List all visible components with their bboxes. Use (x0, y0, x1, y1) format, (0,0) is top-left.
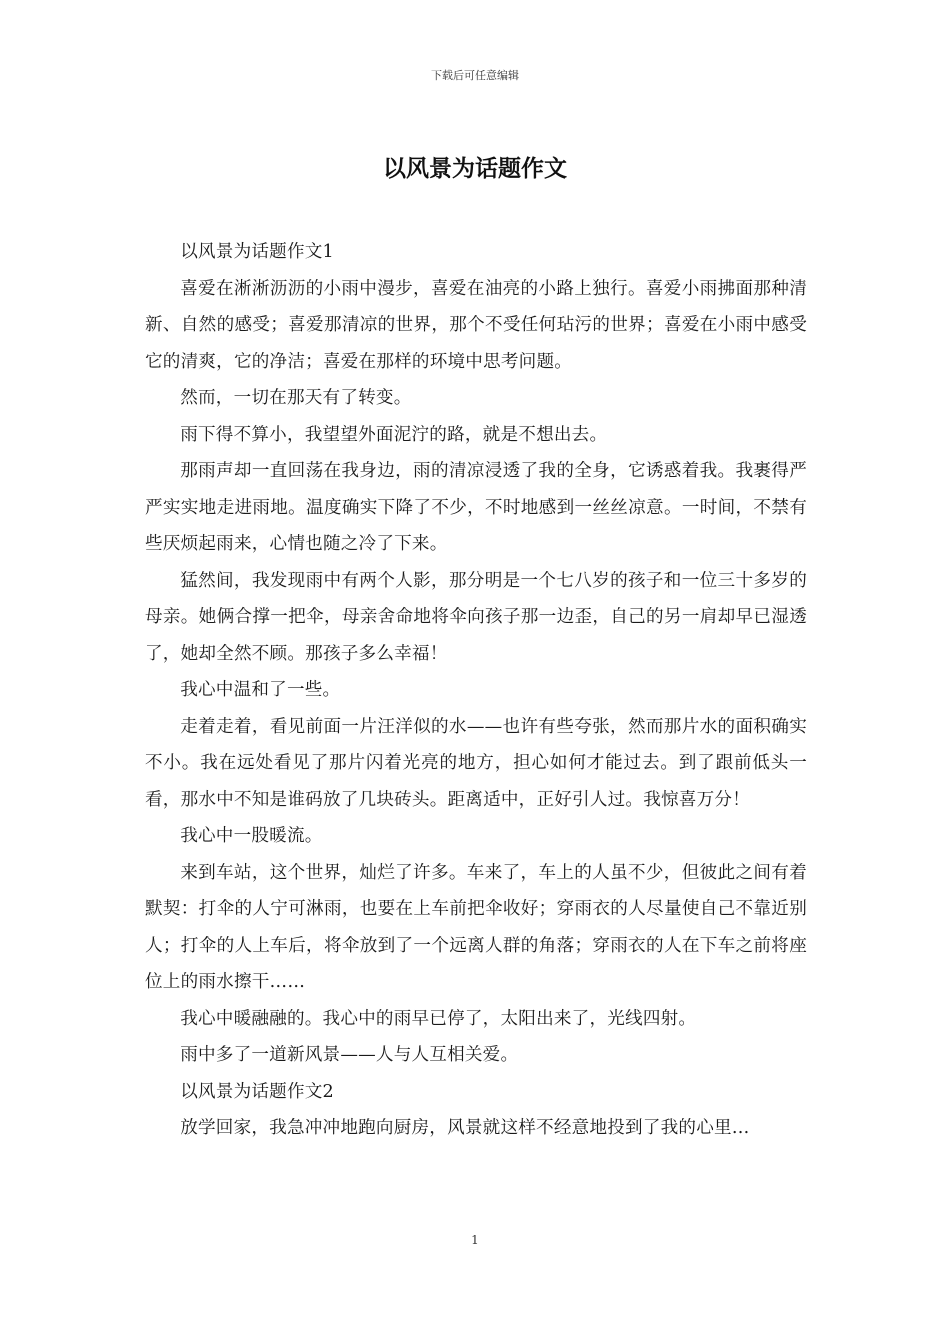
paragraph: 我心中一股暖流。 (180, 826, 323, 846)
paragraph: 雨中多了一道新风景——人与人互相关爱。 (180, 1045, 519, 1065)
paragraph: 猛然间，我发现雨中有两个人影，那分明是一个七八岁的孩子和一位三十多岁的母亲。她俩合撑一把伞，母亲舍命地将伞向孩子那一边歪，自己的另一肩却早已湿透了，她却全然不顾。那孩子多么幸福！ (145, 570, 807, 664)
paragraph: 走着走着，看见前面一片汪洋似的水——也许有些夸张，然而那片水的面积确实不小。我在远处看见了那片闪着光亮的地方，担心如何才能过去。到了跟前低头一看，那水中不知是谁码放了几块砖头。距离适中，正好引人过。我惊喜万分！ (145, 716, 807, 810)
section-heading: 以风景为话题作文2 (180, 1081, 334, 1102)
paragraph: 然而，一切在那天有了转变。 (180, 388, 412, 408)
paragraph: 放学回家，我急冲冲地跑向厨房，风景就这样不经意地投到了我的心里… (180, 1118, 750, 1138)
page-header: 下载后可任意编辑 (431, 69, 519, 82)
paragraph: 那雨声却一直回荡在我身边，雨的清凉浸透了我的全身，它诱惑着我。我裹得严严实实地走进雨地。温度确实下降了不少，不时地感到一丝丝凉意。一时间，不禁有些厌烦起雨来，心情也随之冷了下来。 (145, 461, 807, 554)
section-heading: 以风景为话题作文1 (180, 242, 334, 262)
page-number: 1 (471, 1233, 479, 1247)
paragraph: 雨下得不算小，我望望外面泥泞的路，就是不想出去。 (180, 424, 608, 445)
document-body (145, 234, 807, 1147)
paragraph: 我心中暖融融的。我心中的雨早已停了，太阳出来了，光线四射。 (180, 1008, 697, 1029)
paragraph: 来到车站，这个世界，灿烂了许多。车来了，车上的人虽不少，但彼此之间有着默契：打伞的人宁可淋雨，也要在上车前把伞收好；穿雨衣的人尽量使自己不靠近别人；打伞的人上车后，将伞放到了一个远离人群的角落；穿雨衣的人在下车之前将座位上的雨水擦干…… (145, 862, 807, 992)
document-title: 以风景为话题作文 (383, 155, 567, 182)
paragraph: 喜爱在淅淅沥沥的小雨中漫步，喜爱在油亮的小路上独行。喜爱小雨拂面那种清新、自然的感受；喜爱那清凉的世界，那个不受任何玷污的世界；喜爱在小雨中感受它的清爽，它的净洁；喜爱在那样的环境中思考问题。 (145, 278, 807, 372)
paragraph: 我心中温和了一些。 (180, 680, 341, 700)
